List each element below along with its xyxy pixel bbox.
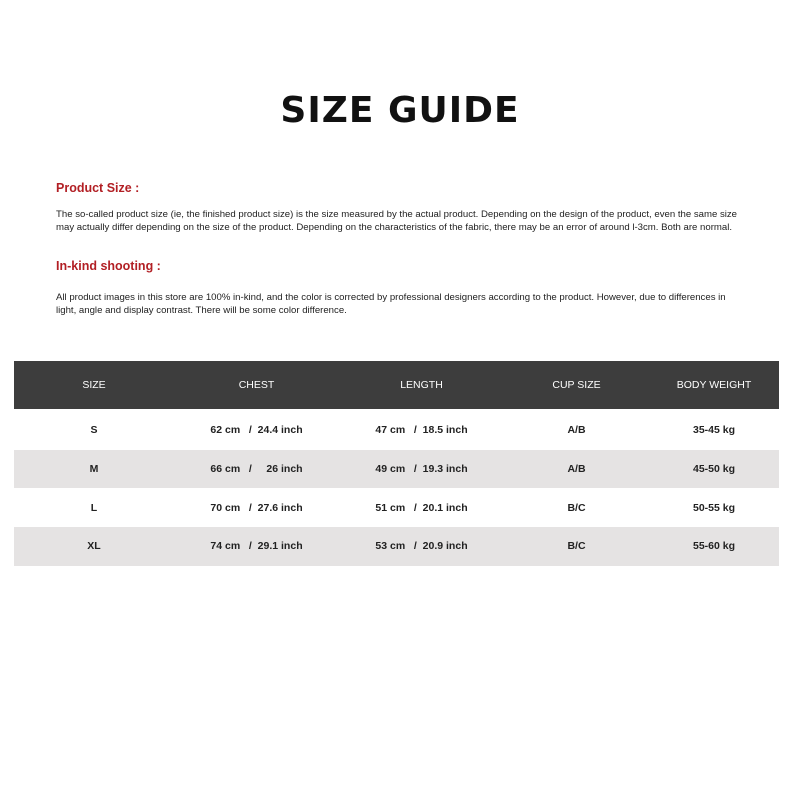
cell-chest: 70 cm / 27.6 inch	[210, 501, 303, 514]
cell-cup-size: A/B	[567, 463, 586, 476]
cell-length: 51 cm / 20.1 inch	[375, 501, 468, 514]
cell-body-weight: 45-50 kg	[692, 463, 736, 476]
header-chest: CHEST	[238, 379, 275, 391]
cell-chest: 62 cm / 24.4 inch	[210, 424, 303, 437]
header-body-weight: BODY WEIGHT	[676, 379, 752, 391]
cell-length: 53 cm / 20.9 inch	[375, 540, 468, 553]
cell-cup-size: A/B	[567, 424, 586, 437]
cell-body-weight: 50-55 kg	[692, 501, 736, 514]
in-kind-shooting-heading: In-kind shooting :	[56, 259, 161, 273]
in-kind-shooting-text: All product images in this store are 100% in-kind, and the color is corrected by professional designers according to the product. However, due to differences in light, angle and display contrast. There will be some color difference.	[56, 292, 726, 316]
cell-length: 47 cm / 18.5 inch	[375, 424, 468, 437]
header-length: LENGTH	[400, 379, 443, 391]
header-size: SIZE	[82, 379, 106, 391]
page-title: SIZE GUIDE	[280, 90, 520, 131]
cell-chest: 66 cm / 26 inch	[210, 463, 303, 476]
cell-length: 49 cm / 19.3 inch	[375, 463, 468, 476]
table-row	[14, 527, 779, 566]
cell-size: M	[89, 463, 99, 476]
header-cup-size: CUP SIZE	[552, 379, 601, 391]
product-size-heading: Product Size :	[56, 181, 140, 195]
cell-size: XL	[87, 540, 101, 553]
size-table	[14, 361, 779, 566]
table-header-row	[14, 361, 779, 409]
cell-cup-size: B/C	[567, 501, 586, 514]
cell-size: S	[90, 424, 98, 437]
cell-size: L	[90, 501, 98, 514]
cell-chest: 74 cm / 29.1 inch	[210, 540, 303, 553]
table-row	[14, 411, 779, 450]
table-row	[14, 450, 779, 489]
product-size-text: The so-called product size (ie, the finished product size) is the size measured by the actual product. Depending on the design of the product, even the same size may actually differ depending on the size of the product. Depending on the characteristics of the fabric, there may be an error of around l-3cm. Both are normal.	[56, 209, 738, 233]
cell-body-weight: 35-45 kg	[692, 424, 736, 437]
cell-body-weight: 55-60 kg	[692, 540, 736, 553]
cell-cup-size: B/C	[567, 540, 586, 553]
table-row	[14, 488, 779, 527]
